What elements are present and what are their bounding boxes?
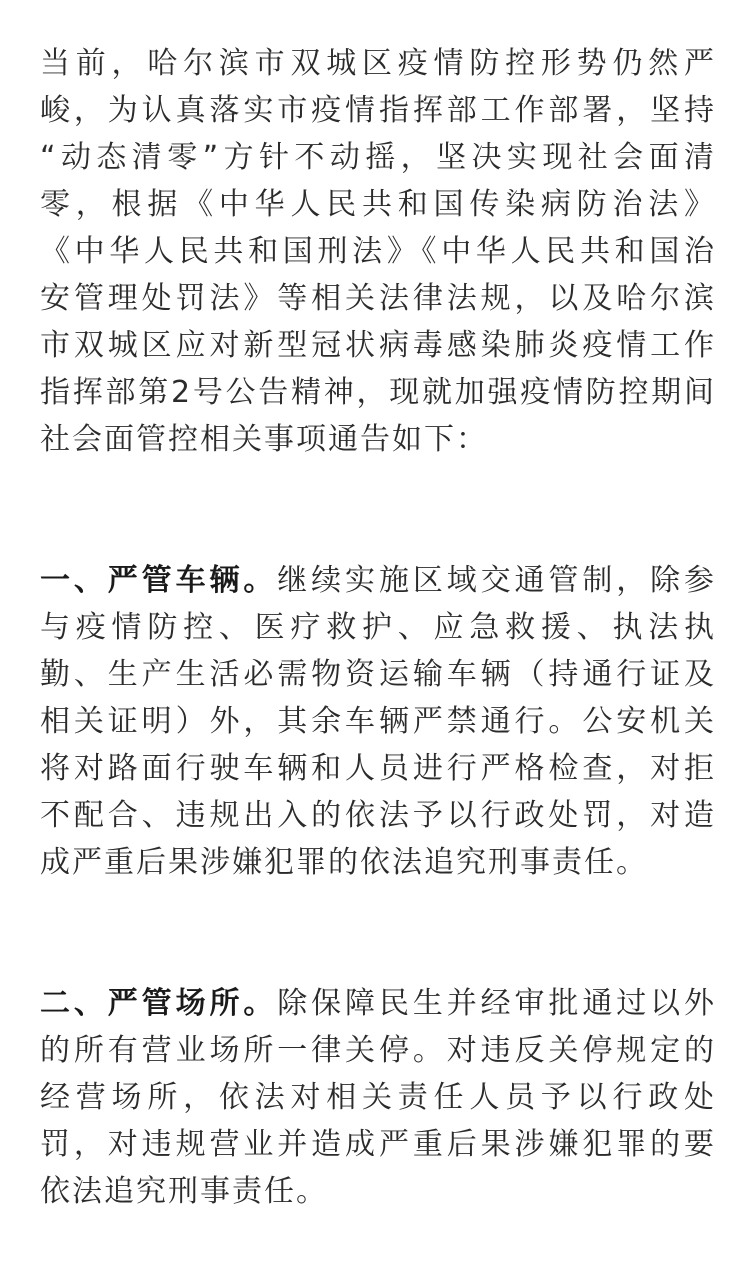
text-line: 经营场所，依法对相关责任人员予以行政处 [40,1080,716,1115]
section-vehicles-paragraph [40,557,716,886]
text-line: 成严重后果涉嫌犯罪的依法追究刑事责任。 [40,845,648,880]
text-line: 依法追究刑事责任。 [40,1174,328,1209]
intro-paragraph [40,40,716,463]
section-heading-venues: 二、严管场所。 [40,986,278,1021]
text-line: 市双城区应对新型冠状病毒感染肺炎疫情工作 [40,328,716,363]
text-line: 社会面管控相关事项通告如下： [40,422,488,457]
text-line: 安管理处罚法》等相关法律法规，以及哈尔滨 [40,281,716,316]
text-line: 相关证明）外，其余车辆严禁通行。公安机关 [40,704,716,739]
text-line [40,557,716,604]
text-line: 与疫情防控、医疗救护、应急救援、执法执 [40,610,716,645]
section-heading-vehicles: 一、严管车辆。 [40,563,278,598]
section-first-line-text: 除保障民生并经审批通过以外 [277,986,716,1021]
text-line: 零，根据《中华人民共和国传染病防治法》 [40,187,716,222]
text-line: 当前，哈尔滨市双城区疫情防控形势仍然严 [40,46,716,81]
text-line: 罚，对违规营业并造成严重后果涉嫌犯罪的要 [40,1127,716,1162]
notice-article [40,40,716,1215]
paragraph-spacer [40,886,716,980]
paragraph-spacer [40,463,716,557]
section-venues-paragraph [40,980,716,1215]
text-line: “动态清零”方针不动摇，坚决实现社会面清 [40,140,716,175]
text-line: 不配合、违规出入的依法予以行政处罚，对造 [40,798,716,833]
text-line: 将对路面行驶车辆和人员进行严格检查，对拒 [40,751,716,786]
text-line: 《中华人民共和国刑法》《中华人民共和国治 [40,234,716,269]
text-line [40,980,716,1027]
text-line: 峻，为认真落实市疫情指挥部工作部署，坚持 [40,93,716,128]
text-line: 指挥部第2号公告精神，现就加强疫情防控期间 [40,375,716,410]
section-first-line-text: 继续实施区域交通管制，除参 [277,563,716,598]
text-line: 的所有营业场所一律关停。对违反关停规定的 [40,1033,716,1068]
text-line: 勤、生产生活必需物资运输车辆（持通行证及 [40,657,716,692]
